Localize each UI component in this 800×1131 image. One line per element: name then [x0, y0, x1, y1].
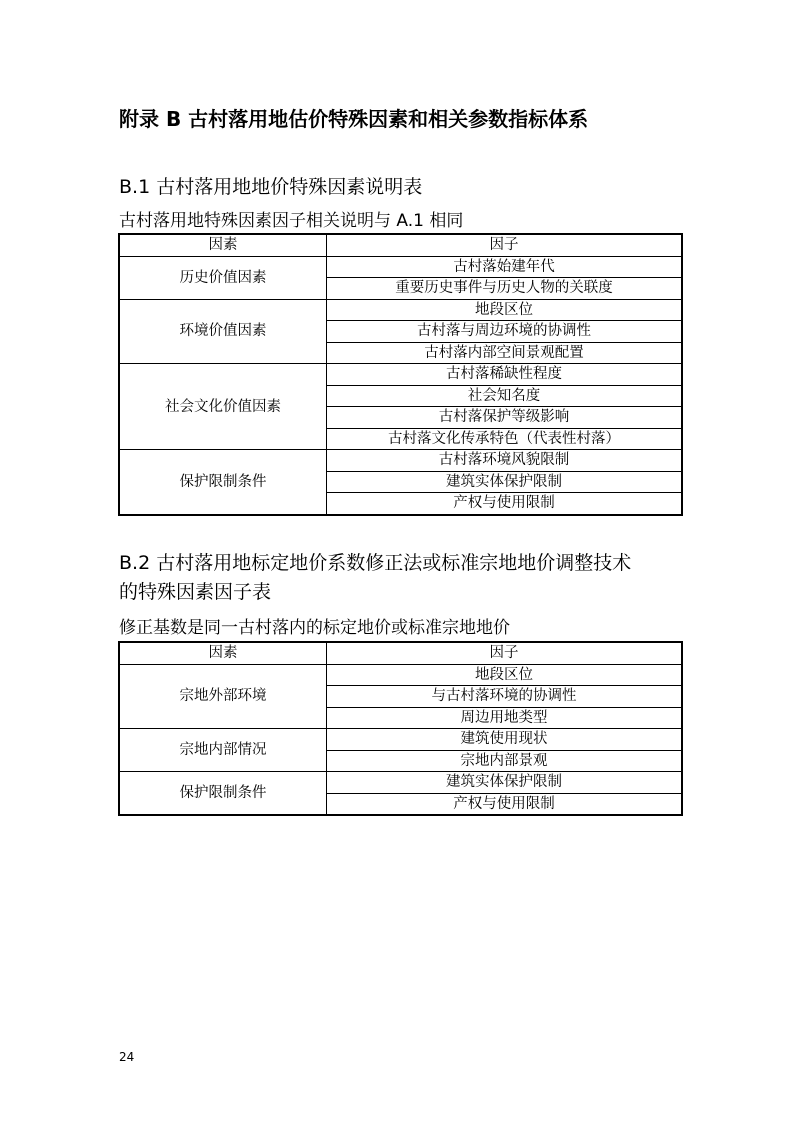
- factor-cell: 宗地内部情况: [119, 729, 327, 772]
- item-cell: 古村落文化传承特色（代表性村落）: [327, 428, 683, 450]
- factor-cell: 环境价值因素: [119, 299, 327, 364]
- section-b2-title-line2: 的特殊因素因子表: [119, 581, 272, 603]
- item-cell: 古村落始建年代: [327, 256, 683, 278]
- table-header-row: [119, 234, 682, 256]
- table-row: [119, 364, 682, 386]
- item-cell: 古村落保护等级影响: [327, 407, 683, 429]
- table-row: [119, 729, 682, 751]
- item-cell: 古村落与周边环境的协调性: [327, 321, 683, 343]
- item-cell: 建筑实体保护限制: [327, 471, 683, 493]
- item-cell: 周边用地类型: [327, 707, 683, 729]
- table-row: [119, 772, 682, 794]
- section-b2-note: 修正基数是同一古村落内的标定地价或标准宗地地价: [119, 618, 510, 638]
- item-cell: 建筑实体保护限制: [327, 772, 683, 794]
- item-cell: 古村落稀缺性程度: [327, 364, 683, 386]
- item-cell: 产权与使用限制: [327, 493, 683, 515]
- item-cell: 产权与使用限制: [327, 793, 683, 815]
- item-cell: 古村落环境风貌限制: [327, 450, 683, 472]
- item-cell: 建筑使用现状: [327, 729, 683, 751]
- item-cell: 社会知名度: [327, 385, 683, 407]
- item-cell: 地段区位: [327, 664, 683, 686]
- factor-cell: 保护限制条件: [119, 450, 327, 515]
- item-cell: 重要历史事件与历史人物的关联度: [327, 278, 683, 300]
- table-row: [119, 299, 682, 321]
- header-item: 因子: [327, 642, 683, 664]
- factor-cell: 历史价值因素: [119, 256, 327, 299]
- section-b1-title: B.1 古村落用地地价特殊因素说明表: [119, 176, 423, 198]
- item-cell: 地段区位: [327, 299, 683, 321]
- item-cell: 与古村落环境的协调性: [327, 686, 683, 708]
- header-item: 因子: [327, 234, 683, 256]
- appendix-title: 附录 B 古村落用地估价特殊因素和相关参数指标体系: [119, 107, 589, 131]
- table-header-row: [119, 642, 682, 664]
- page-number: 24: [119, 1050, 135, 1064]
- factor-cell: 保护限制条件: [119, 772, 327, 816]
- factor-cell: 宗地外部环境: [119, 664, 327, 729]
- header-factor: 因素: [119, 642, 327, 664]
- item-cell: 古村落内部空间景观配置: [327, 342, 683, 364]
- item-cell: 宗地内部景观: [327, 750, 683, 772]
- table-row: [119, 664, 682, 686]
- header-factor: 因素: [119, 234, 327, 256]
- factor-cell: 社会文化价值因素: [119, 364, 327, 450]
- table-row: [119, 450, 682, 472]
- table-row: [119, 256, 682, 278]
- section-b1-note: 古村落用地特殊因素因子相关说明与 A.1 相同: [119, 211, 464, 231]
- section-b2-title-line1: B.2 古村落用地标定地价系数修正法或标准宗地地价调整技术: [119, 552, 632, 574]
- b1-factor-table: [118, 233, 683, 516]
- b2-factor-table: [118, 641, 683, 816]
